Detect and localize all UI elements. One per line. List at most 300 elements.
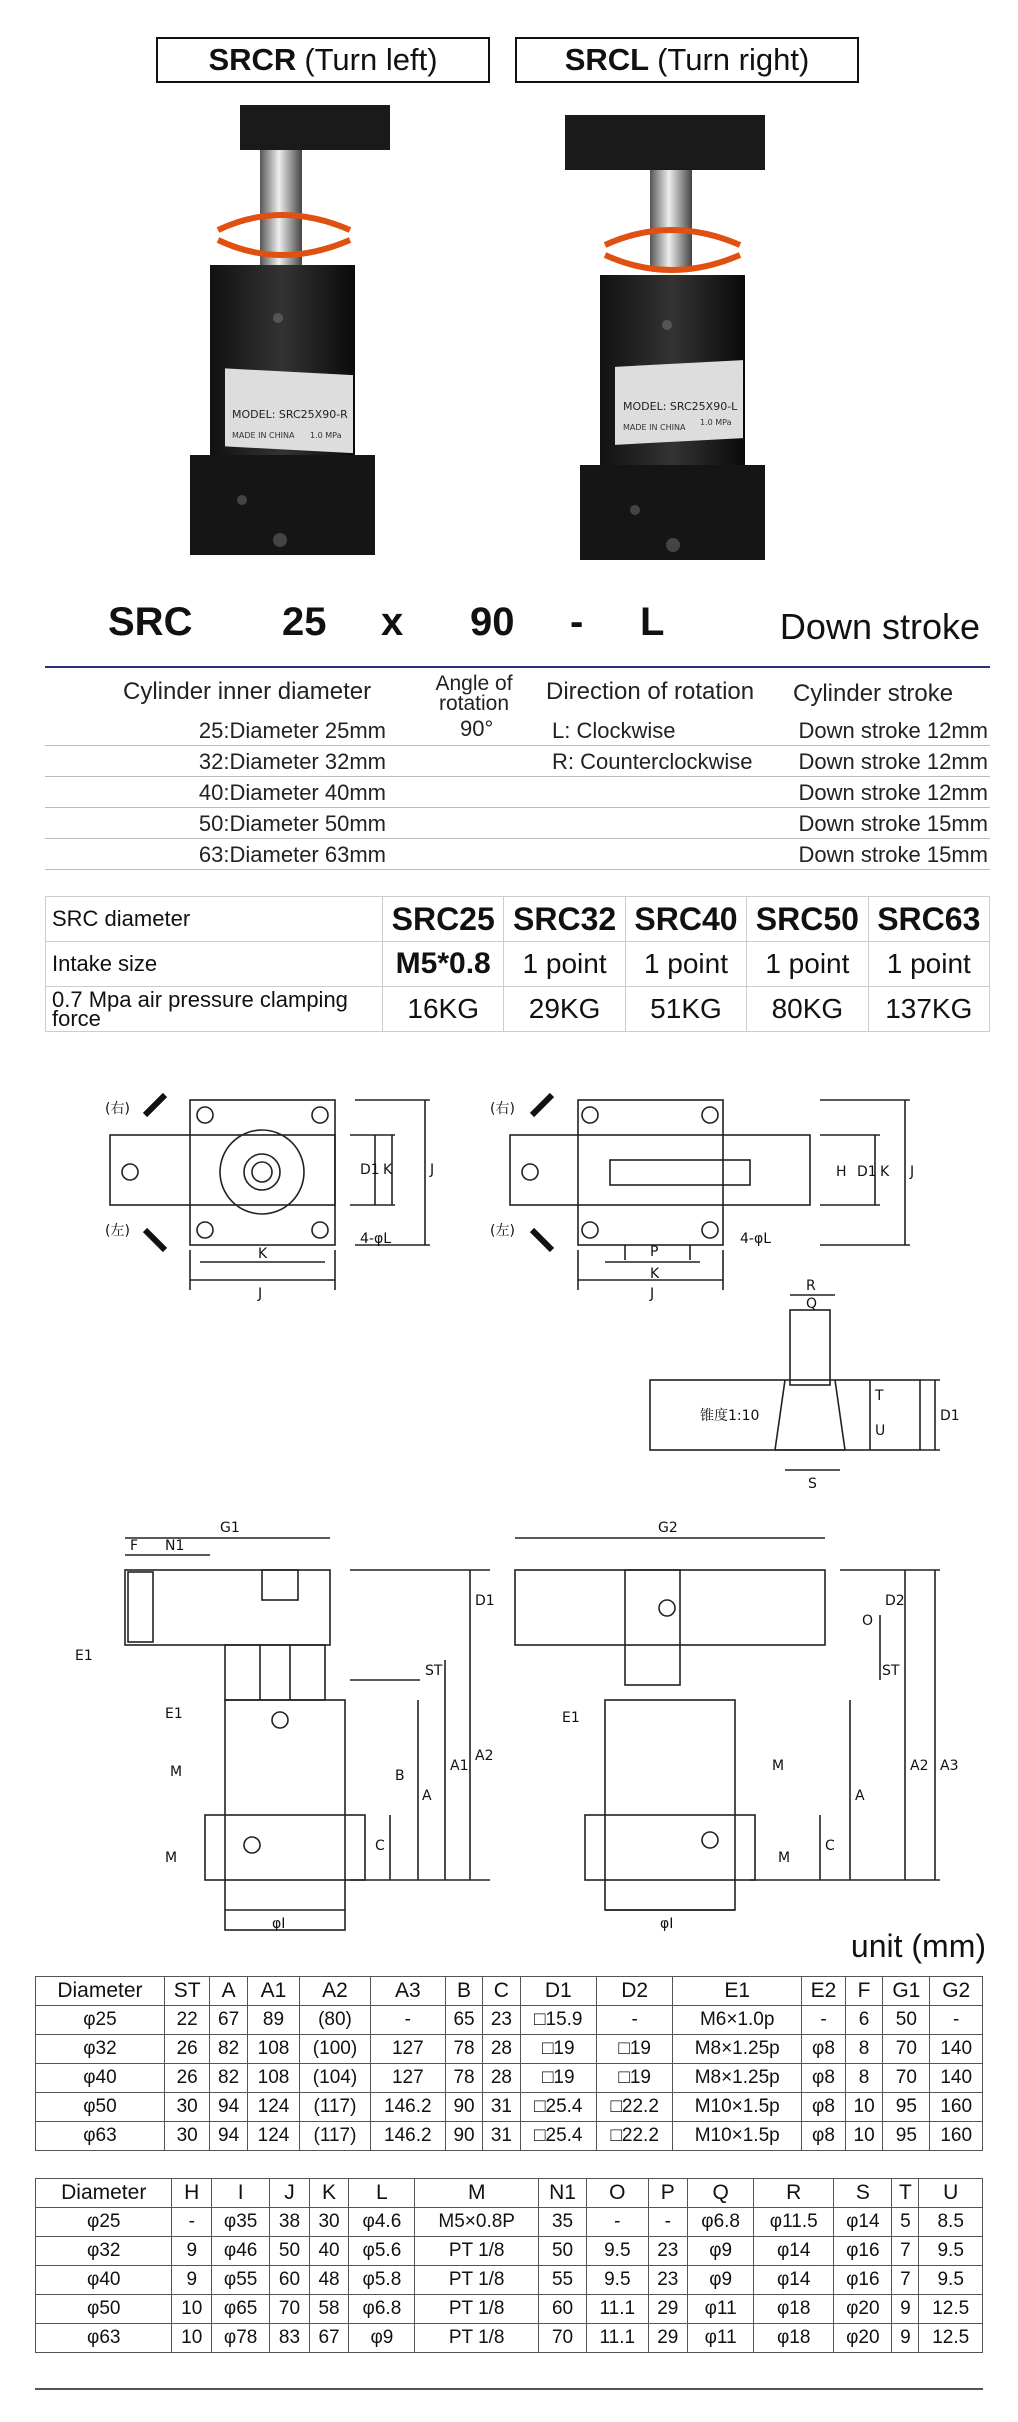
label-A: A [422, 1788, 432, 1804]
label-A2: A2 [910, 1758, 929, 1774]
product-code: SRCR [208, 42, 297, 77]
label-K: K [258, 1246, 268, 1262]
table-cell: - [930, 2006, 983, 2035]
label-D1: D1 [940, 1408, 960, 1424]
header-angle: Angle of rotation [435, 672, 513, 715]
table-cell: 7 [892, 2237, 919, 2266]
table-cell: □15.9 [520, 2006, 596, 2035]
table-header-cell: T [892, 2179, 919, 2208]
table-cell: 9 [172, 2266, 212, 2295]
label-J: J [258, 1286, 263, 1302]
label-R: R [806, 1278, 816, 1294]
code-suffix: Down stroke [779, 606, 980, 647]
table-cell: φ8 [802, 2064, 846, 2093]
label-B: B [395, 1768, 405, 1784]
table-cell: φ35 [212, 2208, 270, 2237]
table-cell: 67 [210, 2006, 247, 2035]
direction-option: L: Clockwise [552, 718, 676, 743]
table-cell: 10 [845, 2122, 882, 2151]
row-divider [45, 745, 990, 746]
table-cell: φ63 [36, 2324, 172, 2353]
table-header-cell: P [648, 2179, 688, 2208]
label-ST: ST [882, 1663, 900, 1679]
label-D2: D2 [885, 1593, 905, 1609]
table-header-cell: A3 [370, 1977, 445, 2006]
label-K: K [880, 1164, 890, 1180]
unit-label: unit (mm) [850, 1928, 986, 1964]
table-cell: 95 [883, 2122, 930, 2151]
table-cell: 11.1 [587, 2324, 648, 2353]
label-A: A [855, 1788, 865, 1804]
label-K: K [650, 1266, 660, 1282]
table-cell: φ25 [36, 2208, 172, 2237]
table-row [36, 2064, 983, 2093]
spec-force: 137KG [868, 987, 989, 1032]
table-cell: 26 [164, 2064, 210, 2093]
table-cell: 5 [892, 2208, 919, 2237]
table-cell: - [648, 2208, 688, 2237]
label-M: M [170, 1764, 183, 1780]
table-cell: 22 [164, 2006, 210, 2035]
table-header-cell: F [845, 1977, 882, 2006]
stroke-option: Down stroke 12mm [798, 718, 988, 743]
table-cell: φ50 [36, 2295, 172, 2324]
table-cell: M10×1.5p [673, 2093, 802, 2122]
label-D1: D1 [360, 1162, 380, 1178]
table-row [36, 2035, 983, 2064]
table-cell: 9.5 [919, 2237, 983, 2266]
stroke-option: Down stroke 12mm [798, 749, 988, 774]
label-N1: N1 [165, 1538, 185, 1554]
table-cell: 12.5 [919, 2324, 983, 2353]
table-cell: 70 [538, 2324, 586, 2353]
table-cell: □25.4 [520, 2093, 596, 2122]
table-cell: φ9 [688, 2237, 754, 2266]
cylinder-photo-right [555, 100, 855, 580]
label-P: P [650, 1244, 659, 1260]
label-G1: G1 [220, 1520, 240, 1536]
label-J: J [650, 1286, 655, 1302]
table-cell: 95 [883, 2093, 930, 2122]
label-left-cn: (左) [490, 1223, 515, 1239]
table-cell: PT 1/8 [415, 2237, 538, 2266]
table-cell: 140 [930, 2035, 983, 2064]
label-F: F [130, 1538, 139, 1554]
diameter-option: 63:Diameter 63mm [198, 842, 386, 867]
table-cell: φ32 [36, 2237, 172, 2266]
table-cell: □19 [520, 2064, 596, 2093]
product-desc: (Turn right) [657, 42, 810, 77]
table-cell: 55 [538, 2266, 586, 2295]
table-cell: φ8 [802, 2122, 846, 2151]
table-cell: M8×1.25p [673, 2064, 802, 2093]
table-cell: (100) [300, 2035, 371, 2064]
spec-intake: M5*0.8 [383, 942, 504, 987]
table-cell: 60 [270, 2266, 310, 2295]
label-O: O [862, 1613, 874, 1629]
table-cell: 82 [210, 2064, 247, 2093]
spec-force: 51KG [625, 987, 746, 1032]
table-cell: φ11 [688, 2324, 754, 2353]
table-cell: 108 [247, 2035, 299, 2064]
table-cell: M10×1.5p [673, 2122, 802, 2151]
table-cell: 10 [845, 2093, 882, 2122]
table-cell: φ32 [36, 2035, 165, 2064]
table-header-cell: M [415, 2179, 538, 2208]
table-cell: 146.2 [370, 2093, 445, 2122]
diameter-option: 32:Diameter 32mm [198, 749, 386, 774]
table-cell: - [596, 2006, 672, 2035]
technical-drawing [0, 1080, 1018, 1932]
label-M: M [165, 1850, 178, 1866]
table-cell: φ11 [688, 2295, 754, 2324]
table-cell: 23 [483, 2006, 520, 2035]
table-header-cell: L [349, 2179, 415, 2208]
spec-intake: 1 point [625, 942, 746, 987]
table-cell: 82 [210, 2035, 247, 2064]
spec-force-row [46, 987, 990, 1032]
direction-option: R: Counterclockwise [552, 749, 753, 774]
label-right-cn: (右) [490, 1101, 515, 1117]
label-C: C [375, 1838, 385, 1854]
table-cell: 65 [445, 2006, 482, 2035]
table-cell: 9.5 [919, 2266, 983, 2295]
label-C: C [825, 1838, 835, 1854]
label-phiI: φI [272, 1916, 286, 1932]
table-cell: 160 [930, 2122, 983, 2151]
table-cell: (117) [300, 2093, 371, 2122]
table-cell: 140 [930, 2064, 983, 2093]
table-row [36, 2006, 983, 2035]
table-cell: 40 [309, 2237, 349, 2266]
spec-model: SRC40 [625, 897, 746, 942]
table-cell: φ18 [754, 2324, 834, 2353]
table-cell: φ20 [834, 2295, 892, 2324]
table-cell: 108 [247, 2064, 299, 2093]
table-cell: 50 [538, 2237, 586, 2266]
code-dash: - [570, 600, 584, 644]
label-D1: D1 [475, 1593, 495, 1609]
angle-option: 90° [460, 716, 494, 741]
table-cell: 90 [445, 2122, 482, 2151]
label-A1: A1 [450, 1758, 469, 1774]
diameter-option: 40:Diameter 40mm [198, 780, 386, 805]
table-cell: 58 [309, 2295, 349, 2324]
cylinder-photo-left [160, 100, 460, 580]
table-cell: 35 [538, 2208, 586, 2237]
table-cell: 10 [172, 2324, 212, 2353]
table-cell: φ6.8 [688, 2208, 754, 2237]
table-header-cell: N1 [538, 2179, 586, 2208]
table-cell: M8×1.25p [673, 2035, 802, 2064]
product-desc: (Turn left) [304, 42, 438, 77]
table-cell: φ55 [212, 2266, 270, 2295]
table-cell: 50 [883, 2006, 930, 2035]
label-E1: E1 [165, 1706, 183, 1722]
code-diameter: 25 [282, 600, 327, 644]
table-cell: 30 [309, 2208, 349, 2237]
model-label: MODEL: SRC25X90-L [623, 400, 738, 413]
bottom-rule [35, 2388, 983, 2390]
table-cell: 10 [172, 2295, 212, 2324]
pressure-label: 1.0 MPa [700, 418, 732, 427]
table-cell: - [172, 2208, 212, 2237]
table-header-cell: A2 [300, 1977, 371, 2006]
label-A3: A3 [940, 1758, 959, 1774]
label-T: T [875, 1388, 884, 1404]
label-K: K [383, 1162, 393, 1178]
label-hole: 4-φL [740, 1231, 771, 1247]
table-cell: φ20 [834, 2324, 892, 2353]
table-header-cell: G2 [930, 1977, 983, 2006]
label-H: H [836, 1164, 847, 1180]
table-cell: φ16 [834, 2237, 892, 2266]
table-cell: 94 [210, 2093, 247, 2122]
label-left-cn: (左) [105, 1223, 130, 1239]
table-cell: □19 [596, 2064, 672, 2093]
code-series: SRC [108, 600, 193, 644]
table-cell: 6 [845, 2006, 882, 2035]
table-header-cell: Q [688, 2179, 754, 2208]
table-cell: □25.4 [520, 2122, 596, 2151]
table-cell: φ50 [36, 2093, 165, 2122]
table-cell: φ8 [802, 2093, 846, 2122]
label-U: U [875, 1423, 886, 1439]
spec-model: SRC25 [383, 897, 504, 942]
spec-intake-row [46, 942, 990, 987]
table-cell: 31 [483, 2122, 520, 2151]
table-cell: 8 [845, 2035, 882, 2064]
table-cell: 9.5 [587, 2266, 648, 2295]
table-cell: 31 [483, 2093, 520, 2122]
label-M: M [772, 1758, 785, 1774]
stroke-option: Down stroke 15mm [798, 842, 988, 867]
table-cell: φ16 [834, 2266, 892, 2295]
table-cell: 48 [309, 2266, 349, 2295]
row-divider [45, 776, 990, 777]
table-cell: 127 [370, 2064, 445, 2093]
header-diameter: Cylinder inner diameter [123, 678, 372, 705]
table-cell: φ14 [834, 2208, 892, 2237]
table-cell: 94 [210, 2122, 247, 2151]
spec-force: 29KG [504, 987, 625, 1032]
label-E1: E1 [562, 1710, 580, 1726]
table-cell: φ63 [36, 2122, 165, 2151]
spec-intake: 1 point [747, 942, 868, 987]
spec-model: SRC63 [868, 897, 989, 942]
diameter-option: 50:Diameter 50mm [198, 811, 386, 836]
table-cell: □22.2 [596, 2093, 672, 2122]
code-x: x [381, 600, 404, 644]
product-label-srcl [515, 37, 859, 83]
table-cell: φ65 [212, 2295, 270, 2324]
table-cell: 28 [483, 2035, 520, 2064]
pressure-label: 1.0 MPa [310, 431, 342, 440]
table-cell: - [370, 2006, 445, 2035]
table-cell: φ14 [754, 2237, 834, 2266]
table-header-cell: Diameter [36, 2179, 172, 2208]
table-cell: PT 1/8 [415, 2324, 538, 2353]
table-cell: □19 [596, 2035, 672, 2064]
table-header-cell: E1 [673, 1977, 802, 2006]
label-A2: A2 [475, 1748, 494, 1764]
table-row [36, 2266, 983, 2295]
spec-intake: 1 point [868, 942, 989, 987]
table-cell: 60 [538, 2295, 586, 2324]
table-cell: □22.2 [596, 2122, 672, 2151]
table-cell: (117) [300, 2122, 371, 2151]
stroke-option: Down stroke 12mm [798, 780, 988, 805]
table-row [36, 2208, 983, 2237]
table-cell: φ40 [36, 2064, 165, 2093]
label-J: J [430, 1162, 435, 1178]
spec-table [45, 896, 990, 1032]
table-cell: 124 [247, 2122, 299, 2151]
table-cell: φ18 [754, 2295, 834, 2324]
table-cell: 29 [648, 2324, 688, 2353]
table-cell: φ78 [212, 2324, 270, 2353]
table-header-cell: I [212, 2179, 270, 2208]
table-cell: 78 [445, 2035, 482, 2064]
dimension-table-2 [35, 2178, 983, 2353]
table-header-cell: ST [164, 1977, 210, 2006]
label-ST: ST [425, 1663, 443, 1679]
table-cell: φ5.8 [349, 2266, 415, 2295]
row-divider [45, 869, 990, 870]
stroke-option: Down stroke 15mm [798, 811, 988, 836]
table-header-row [36, 2179, 983, 2208]
table-cell: 127 [370, 2035, 445, 2064]
table-cell: 23 [648, 2266, 688, 2295]
table-cell: 70 [270, 2295, 310, 2324]
spec-force: 16KG [383, 987, 504, 1032]
spec-force: 80KG [747, 987, 868, 1032]
table-cell: 83 [270, 2324, 310, 2353]
table-cell: (104) [300, 2064, 371, 2093]
label-taper: 锥度1:10 [700, 1408, 760, 1424]
product-label-srcr [156, 37, 490, 83]
diameter-option: 25:Diameter 25mm [198, 718, 386, 743]
label-E1: E1 [75, 1648, 93, 1664]
table-cell: 9 [892, 2324, 919, 2353]
spec-model: SRC32 [504, 897, 625, 942]
label-phiI: φI [660, 1916, 674, 1932]
table-cell: 67 [309, 2324, 349, 2353]
table-cell: M6×1.0p [673, 2006, 802, 2035]
table-cell: 89 [247, 2006, 299, 2035]
table-cell: 8.5 [919, 2208, 983, 2237]
table-cell: 26 [164, 2035, 210, 2064]
table-cell: 7 [892, 2266, 919, 2295]
table-cell: 9 [172, 2237, 212, 2266]
table-cell: 70 [883, 2035, 930, 2064]
row-divider [45, 838, 990, 839]
table-cell: 78 [445, 2064, 482, 2093]
table-cell: 38 [270, 2208, 310, 2237]
dimension-table-1 [35, 1976, 983, 2151]
label-D1: D1 [857, 1164, 877, 1180]
table-cell: □19 [520, 2035, 596, 2064]
table-header-cell: G1 [883, 1977, 930, 2006]
table-header-cell: D2 [596, 1977, 672, 2006]
table-header-cell: D1 [520, 1977, 596, 2006]
made-label: MADE IN CHINA [232, 431, 295, 440]
table-header-cell: B [445, 1977, 482, 2006]
table-cell: φ8 [802, 2035, 846, 2064]
table-cell: 146.2 [370, 2122, 445, 2151]
table-cell: φ9 [688, 2266, 754, 2295]
table-header-cell: K [309, 2179, 349, 2208]
table-header-cell: J [270, 2179, 310, 2208]
code-direction: L [640, 600, 665, 644]
label-S: S [808, 1476, 817, 1492]
model-label: MODEL: SRC25X90-R [232, 408, 348, 421]
code-angle: 90 [470, 600, 515, 644]
table-cell: 160 [930, 2093, 983, 2122]
table-header-row [36, 1977, 983, 2006]
table-cell: 28 [483, 2064, 520, 2093]
table-cell: 90 [445, 2093, 482, 2122]
table-cell: φ14 [754, 2266, 834, 2295]
table-cell: M5×0.8P [415, 2208, 538, 2237]
table-cell: φ46 [212, 2237, 270, 2266]
label-Q: Q [806, 1296, 818, 1312]
table-cell: φ6.8 [349, 2295, 415, 2324]
product-code: SRCL [564, 42, 650, 77]
row-divider [45, 807, 990, 808]
table-cell: 11.1 [587, 2295, 648, 2324]
label-G2: G2 [658, 1520, 678, 1536]
label-J: J [910, 1164, 915, 1180]
table-header-cell: C [483, 1977, 520, 2006]
table-cell: φ4.6 [349, 2208, 415, 2237]
table-cell: 9 [892, 2295, 919, 2324]
spec-intake: 1 point [504, 942, 625, 987]
table-cell: PT 1/8 [415, 2266, 538, 2295]
spec-header-row [46, 897, 990, 942]
table-cell: 70 [883, 2064, 930, 2093]
table-cell: 30 [164, 2093, 210, 2122]
table-cell: 12.5 [919, 2295, 983, 2324]
table-cell: PT 1/8 [415, 2295, 538, 2324]
table-header-cell: Diameter [36, 1977, 165, 2006]
table-cell: φ11.5 [754, 2208, 834, 2237]
spec-model: SRC50 [747, 897, 868, 942]
table-cell: φ9 [349, 2324, 415, 2353]
label-M: M [778, 1850, 791, 1866]
table-row [36, 2093, 983, 2122]
table-cell: 9.5 [587, 2237, 648, 2266]
table-cell: - [802, 2006, 846, 2035]
divider [45, 666, 990, 668]
table-cell: (80) [300, 2006, 371, 2035]
made-label: MADE IN CHINA [623, 423, 686, 432]
table-header-cell: A [210, 1977, 247, 2006]
table-header-cell: O [587, 2179, 648, 2208]
table-row [36, 2122, 983, 2151]
table-row [36, 2324, 983, 2353]
table-header-cell: A1 [247, 1977, 299, 2006]
table-cell: 50 [270, 2237, 310, 2266]
label-right-cn: (右) [105, 1101, 130, 1117]
table-header-cell: H [172, 2179, 212, 2208]
table-cell: φ40 [36, 2266, 172, 2295]
table-cell: 30 [164, 2122, 210, 2151]
table-cell: 29 [648, 2295, 688, 2324]
table-cell: 8 [845, 2064, 882, 2093]
table-cell: 124 [247, 2093, 299, 2122]
header-direction: Direction of rotation [546, 678, 755, 705]
